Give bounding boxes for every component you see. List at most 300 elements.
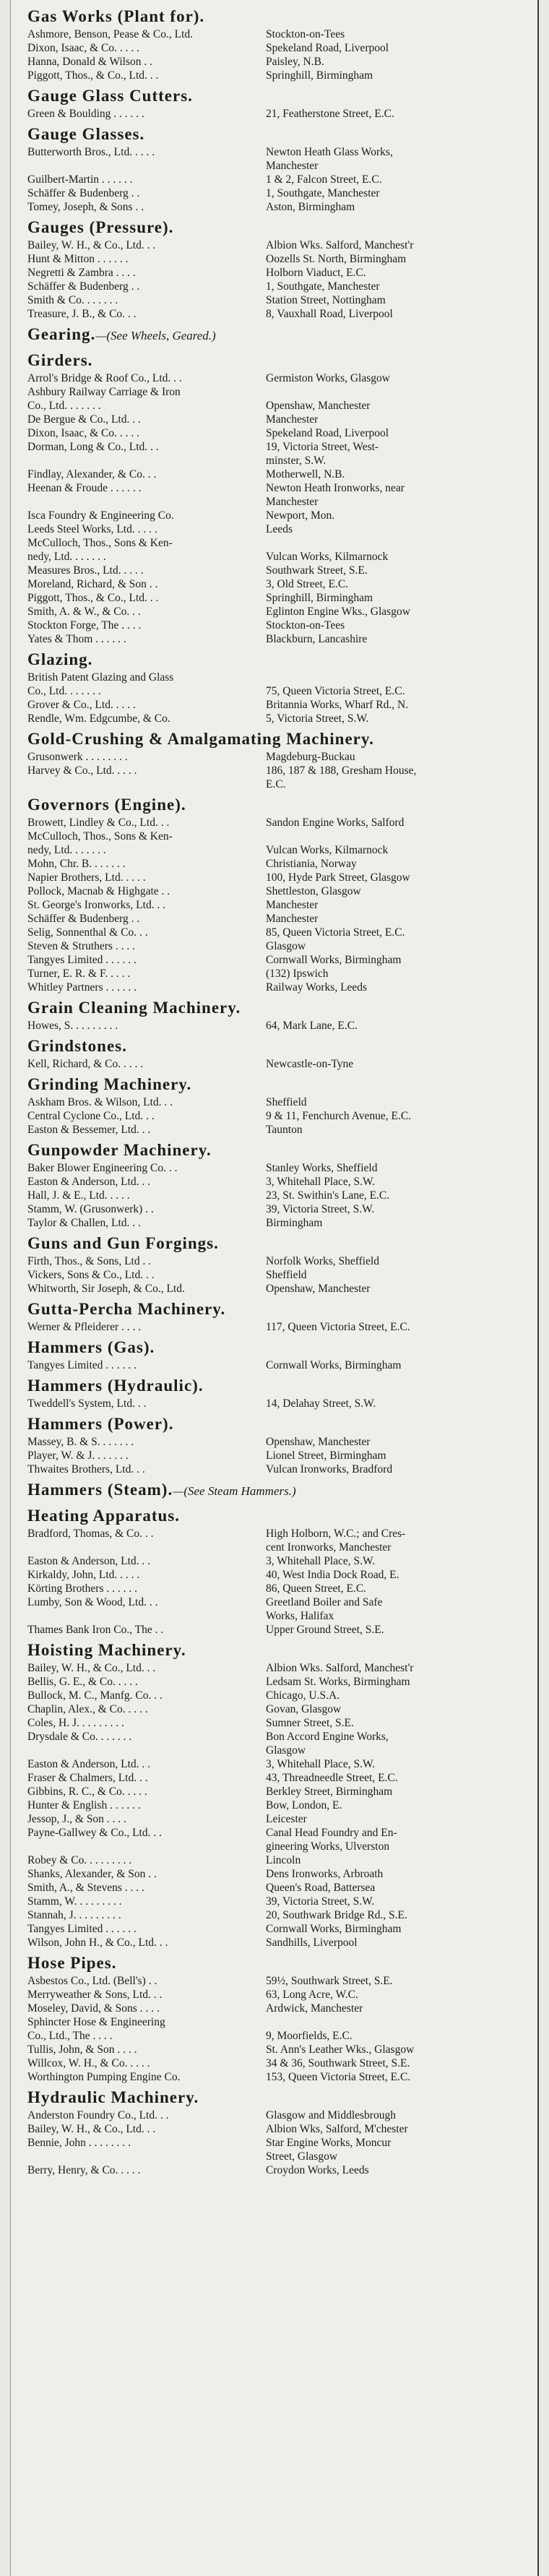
directory-entry [27,912,530,926]
firm-name: Green & Boulding . . . . . . [27,108,144,120]
firm-address: Lionel Street, Birmingham [266,1449,386,1462]
firm-address: Eglinton Engine Wks., Glasgow [266,606,410,618]
firm-name: Butterworth Bros., Ltd. . . . . [27,146,155,158]
firm-address: 3, Old Street, E.C. [266,578,349,590]
firm-name: Leeds Steel Works, Ltd. . . . . [27,523,157,535]
firm-address: Canal Head Foundry and En- gineering Works, Ulverston [266,1827,397,1853]
firm-name: Tangyes Limited . . . . . . [27,1359,137,1371]
directory-section [27,1035,530,1071]
directory-entry [27,2136,530,2163]
firm-address: Stockton-on-Tees [266,28,345,40]
directory-section [27,1952,530,2084]
firm-address: Oozells St. North, Birmingham [266,253,407,265]
directory-section [27,1413,530,1476]
directory-entry [27,2070,530,2084]
firm-name: Treasure, J. B., & Co. . . [27,308,137,320]
firm-address: Greetland Boiler and Safe Works, Halifax [266,1596,383,1622]
left-page-margin [0,0,11,2576]
directory-entry [27,200,530,214]
section-heading [27,1479,530,1502]
firm-address: 1, Southgate, Manchester [266,280,380,293]
directory-entry [27,1109,530,1123]
directory-entry [27,1661,530,1675]
firm-address: Motherwell, N.B. [266,468,345,481]
firm-name: Merryweather & Sons, Ltd. . . [27,1989,163,2001]
firm-address: Leeds [266,523,293,535]
firm-address: Croydon Works, Leeds [266,2164,369,2176]
directory-entry [27,145,530,173]
directory-entry [27,1702,530,1716]
firm-address: Sandhills, Liverpool [266,1937,358,1949]
firm-address: 21, Featherstone Street, E.C. [266,108,394,120]
directory-section [27,1375,530,1410]
directory-entry [27,1282,530,1296]
directory-section [27,1337,530,1372]
directory-section [27,324,530,347]
directory-section [27,85,530,121]
directory-entry [27,953,530,967]
firm-address: Blackburn, Lancashire [266,633,368,645]
directory-section [27,2087,530,2177]
firm-name: Kirkaldy, John, Ltd. . . . . [27,1569,140,1581]
firm-address: Ledsam St. Works, Birmingham [266,1676,410,1688]
firm-address: Cornwall Works, Birmingham [266,1359,402,1371]
firm-name: Dixon, Isaac, & Co. . . . . [27,427,139,439]
right-page-margin [537,0,549,2576]
firm-address: 186, 187 & 188, Gresham House, E.C. [266,764,417,791]
firm-name: Payne-Gallwey & Co., Ltd. . . [27,1827,162,1839]
section-title: Hose Pipes. [27,1954,117,1972]
firm-name: Wilson, John H., & Co., Ltd. . . [27,1937,168,1949]
section-heading [27,794,530,816]
directory-entry [27,939,530,953]
section-title: Heating Apparatus. [27,1507,180,1525]
directory-section [27,217,530,321]
section-title: Gauge Glasses. [27,125,145,143]
directory-entry [27,55,530,69]
firm-name: St. George's Ironworks, Ltd. . . [27,899,166,911]
firm-address: 75, Queen Victoria Street, E.C. [266,685,405,697]
section-title: Gunpowder Machinery. [27,1141,212,1159]
directory-section [27,1298,530,1334]
firm-name: Willcox, W. H., & Co. . . . . [27,2057,150,2069]
firm-name: Browett, Lindley & Co., Ltd. . . [27,817,170,829]
firm-address: Sheffield [266,1096,307,1108]
firm-name: Smith, A. & W., & Co. . . [27,606,141,618]
firm-name: Lumby, Son & Wood, Ltd. . . [27,1596,158,1608]
directory-entry [27,967,530,981]
firm-name: Piggott, Thos., & Co., Ltd. . . [27,69,159,82]
firm-name: Stannah, J. . . . . . . . . [27,1909,121,1921]
firm-name: Whitworth, Sir Joseph, & Co., Ltd. [27,1283,185,1295]
firm-address: Sumner Street, S.E. [266,1717,354,1729]
firm-address: Leicester [266,1813,307,1825]
firm-address: Queen's Road, Battersea [266,1882,376,1894]
firm-name: Harvey & Co., Ltd. . . . . [27,764,137,777]
section-title: Gearing. [27,325,96,343]
directory-entry [27,898,530,912]
directory-entry [27,1095,530,1109]
directory-section [27,728,530,791]
firm-address: Shettleston, Glasgow [266,885,361,897]
section-title: Guns and Gun Forgings. [27,1234,219,1252]
section-title: Grinding Machinery. [27,1075,192,1093]
section-title: Gauges (Pressure). [27,218,174,236]
firm-name: Chaplin, Alex., & Co. . . . . [27,1703,148,1715]
firm-name: Schäffer & Budenberg . . [27,280,140,293]
firm-name: Bellis, G. E., & Co. . . . . [27,1676,138,1688]
directory-section [27,1074,530,1137]
firm-address: Openshaw, Manchester [266,400,371,412]
directory-entry [27,307,530,321]
firm-name: Stamm, W. (Grusonwerk) . . [27,1203,154,1215]
firm-address: Holborn Viaduct, E.C. [266,267,366,279]
firm-name: Piggott, Thos., & Co., Ltd. . . [27,592,159,604]
firm-name: Massey, B. & S. . . . . . . [27,1436,134,1448]
section-title: Hammers (Power). [27,1415,174,1433]
firm-name: Dorman, Long & Co., Ltd. . . [27,441,159,453]
directory-entry [27,266,530,280]
firm-address: 100, Hyde Park Street, Glasgow [266,871,410,884]
firm-address: Vulcan Ironworks, Bradford [266,1463,393,1476]
directory-entry [27,41,530,55]
directory-section [27,794,530,994]
firm-name: Steven & Struthers . . . . [27,940,135,952]
firm-name: Firth, Thos., & Sons, Ltd . . [27,1255,152,1267]
firm-address: Springhill, Birmingham [266,69,373,82]
trade-directory-column [27,3,530,2177]
directory-entry [27,1254,530,1268]
firm-address: 64, Mark Lane, E.C. [266,1020,358,1032]
firm-name: Shanks, Alexander, & Son . . [27,1868,157,1880]
directory-entry [27,1785,530,1799]
firm-name: Baker Blower Engineering Co. . . [27,1162,178,1174]
firm-address: Chicago, U.S.A. [266,1689,340,1702]
firm-address: Openshaw, Manchester [266,1283,371,1295]
directory-entry [27,69,530,82]
section-heading [27,1298,530,1320]
directory-entry [27,1867,530,1881]
directory-entry [27,1974,530,1988]
firm-address: Ardwick, Manchester [266,2002,363,2015]
directory-entry [27,1853,530,1867]
firm-name: Robey & Co. . . . . . . . . [27,1854,132,1866]
directory-entry [27,632,530,646]
firm-address: 3, Whitehall Place, S.W. [266,1555,376,1567]
directory-entry [27,981,530,994]
firm-address: Newcastle-on-Tyne [266,1058,354,1070]
firm-address: Upper Ground Street, S.E. [266,1624,384,1636]
firm-name: Measures Bros., Ltd. . . . . [27,564,144,577]
firm-address: Sheffield [266,1269,307,1281]
section-heading [27,1952,530,1974]
firm-name: Berry, Henry, & Co. . . . . [27,2164,141,2176]
directory-entry [27,173,530,186]
directory-entry [27,1161,530,1175]
firm-address: (132) Ipswich [266,968,329,980]
directory-entry [27,1895,530,1908]
directory-entry [27,1799,530,1812]
section-heading [27,350,530,371]
firm-address: Britannia Works, Wharf Rd., N. [266,699,409,711]
firm-address: Spekeland Road, Liverpool [266,427,389,439]
firm-name: De Bergue & Co., Ltd. . . [27,413,141,426]
firm-address: Spekeland Road, Liverpool [266,42,389,54]
firm-name: Thwaites Brothers, Ltd. . . [27,1463,145,1476]
firm-address: Newton Heath Glass Works, Manchester [266,146,393,172]
directory-entry [27,1527,530,1554]
directory-entry [27,1675,530,1689]
firm-name: Schäffer & Budenberg . . [27,913,140,925]
firm-address: 34 & 36, Southwark Street, S.E. [266,2057,410,2069]
directory-entry [27,1623,530,1637]
firm-name: Howes, S. . . . . . . . . [27,1020,118,1032]
firm-address: Christiania, Norway [266,858,357,870]
directory-section [27,1233,530,1296]
section-heading [27,124,530,145]
directory-entry [27,280,530,293]
directory-entry [27,1730,530,1757]
firm-address: 20, Southwark Bridge Rd., S.E. [266,1909,407,1921]
firm-name: McCulloch, Thos., Sons & Ken- nedy, Ltd. . . . . . . [27,537,173,563]
directory-entry [27,481,530,509]
directory-entry [27,764,530,791]
firm-name: Bennie, John . . . . . . . . [27,2137,131,2149]
firm-address: Norfolk Works, Sheffield [266,1255,380,1267]
firm-name: Pollock, Macnab & Highgate . . [27,885,170,897]
firm-name: Tullis, John, & Son . . . . [27,2043,137,2056]
firm-address: Glasgow [266,940,306,952]
firm-address: 153, Queen Victoria Street, E.C. [266,2071,411,2083]
firm-name: British Patent Glazing and Glass Co., Ltd. . . . . . . [27,671,174,697]
firm-address: 9 & 11, Fenchurch Avenue, E.C. [266,1110,412,1122]
directory-entry [27,1320,530,1334]
directory-entry [27,884,530,898]
firm-address: Manchester [266,899,319,911]
directory-section [27,997,530,1033]
directory-entry [27,1397,530,1410]
firm-name: Rendle, Wm. Edgcumbe, & Co. [27,712,170,725]
firm-name: Easton & Anderson, Ltd. . . [27,1176,151,1188]
directory-entry [27,1358,530,1372]
directory-entry [27,1582,530,1595]
firm-name: Easton & Anderson, Ltd. . . [27,1758,151,1770]
firm-address: Albion Wks. Salford, Manchest'r [266,239,414,251]
section-title: Gutta-Percha Machinery. [27,1300,226,1318]
section-heading [27,217,530,238]
section-heading [27,1505,530,1527]
directory-entry [27,426,530,440]
firm-name: Grover & Co., Ltd. . . . . [27,699,136,711]
directory-entry [27,1595,530,1623]
firm-name: Anderston Foundry Co., Ltd. . . [27,2109,169,2121]
firm-address: 1 & 2, Falcon Street, E.C. [266,173,382,186]
firm-address: Springhill, Birmingham [266,592,373,604]
directory-entry [27,1922,530,1936]
directory-section [27,124,530,214]
firm-address: Bon Accord Engine Works, Glasgow [266,1731,389,1757]
firm-address: Glasgow and Middlesbrough [266,2109,396,2121]
directory-entry [27,926,530,939]
firm-name: Negretti & Zambra . . . . [27,267,136,279]
firm-name: Selig, Sonnenthal & Co. . . [27,926,148,939]
firm-address: Railway Works, Leeds [266,981,368,994]
firm-name: Heenan & Froude . . . . . . [27,482,142,494]
firm-name: Napier Brothers, Ltd. . . . . [27,871,146,884]
directory-entry [27,857,530,871]
firm-name: Drysdale & Co. . . . . . . [27,1731,132,1743]
directory-entry [27,509,530,522]
directory-entry [27,871,530,884]
firm-address: Dens Ironworks, Arbroath [266,1868,384,1880]
firm-address: Vulcan Works, Kilmarnock [266,844,389,856]
directory-entry [27,385,530,413]
firm-name: Fraser & Chalmers, Ltd. . . [27,1772,148,1784]
firm-name: Hunter & English . . . . . . [27,1799,141,1812]
firm-address: 3, Whitehall Place, S.W. [266,1758,376,1770]
section-heading [27,1337,530,1358]
firm-name: Tweddell's System, Ltd. . . [27,1397,147,1410]
firm-address: Magdeburg-Buckau [266,751,355,763]
firm-address: Aston, Birmingham [266,201,355,213]
firm-address: 39, Victoria Street, S.W. [266,1895,375,1908]
firm-address: Southwark Street, S.E. [266,564,368,577]
directory-entry [27,1435,530,1449]
firm-address: Star Engine Works, Moncur Street, Glasgow [266,2137,392,2163]
section-title: Gauge Glass Cutters. [27,87,193,105]
section-heading [27,1233,530,1254]
firm-name: Jessop, J., & Son . . . . [27,1813,126,1825]
firm-name: Yates & Thom . . . . . . [27,633,126,645]
firm-name: Smith, A., & Stevens . . . . [27,1882,144,1894]
firm-name: Gibbins, R. C., & Co. . . . . [27,1785,147,1798]
firm-address: 9, Moorfields, E.C. [266,2030,353,2042]
directory-entry [27,1189,530,1202]
directory-entry [27,536,530,564]
cross-reference-note: —(See Wheels, Geared.) [95,329,216,343]
firm-name: Isca Foundry & Engineering Co. [27,509,174,522]
directory-entry [27,1568,530,1582]
firm-address: Lincoln [266,1854,301,1866]
directory-entry [27,1936,530,1950]
firm-name: Tangyes Limited . . . . . . [27,954,137,966]
firm-name: Turner, E. R. & F. . . . . [27,968,131,980]
directory-entry [27,1716,530,1730]
directory-entry [27,671,530,698]
directory-entry [27,468,530,481]
directory-entry [27,27,530,41]
directory-entry [27,2122,530,2136]
directory-entry [27,1202,530,1216]
firm-address: High Holborn, W.C.; and Cres- cent Ironworks, Manchester [266,1528,406,1554]
firm-address: Openshaw, Manchester [266,1436,371,1448]
directory-entry [27,830,530,857]
section-title: Girders. [27,351,93,369]
directory-entry [27,522,530,536]
firm-address: Germiston Works, Glasgow [266,372,390,384]
firm-address: Berkley Street, Birmingham [266,1785,393,1798]
firm-address: St. Ann's Leather Wks., Glasgow [266,2043,415,2056]
firm-name: Tomey, Joseph, & Sons . . [27,201,144,213]
directory-entry [27,107,530,121]
section-title: Glazing. [27,650,93,668]
firm-name: Mohn, Chr. B. . . . . . . [27,858,126,870]
firm-address: Newport, Mon. [266,509,335,522]
firm-address: 3, Whitehall Place, S.W. [266,1176,376,1188]
directory-section [27,6,530,82]
directory-entry [27,1057,530,1071]
firm-name: Findlay, Alexander, & Co. . . [27,468,157,481]
firm-name: Vickers, Sons & Co., Ltd. . . [27,1269,155,1281]
directory-entry [27,577,530,591]
firm-address: 1, Southgate, Manchester [266,187,380,199]
section-heading [27,85,530,107]
firm-name: Central Cyclone Co., Ltd. . . [27,1110,155,1122]
firm-name: Askham Bros. & Wilson, Ltd. . . [27,1096,173,1108]
firm-name: Hall, J. & E., Ltd. . . . . [27,1189,130,1202]
directory-entry [27,698,530,712]
firm-name: Moreland, Richard, & Son . . [27,578,158,590]
firm-name: Bailey, W. H., & Co., Ltd. . . [27,239,156,251]
directory-section [27,1505,530,1637]
section-title: Hoisting Machinery. [27,1641,186,1659]
section-title: Grindstones. [27,1037,127,1055]
directory-entry [27,1019,530,1033]
section-heading [27,324,530,347]
firm-name: Moseley, David, & Sons . . . . [27,2002,160,2015]
firm-name: Asbestos Co., Ltd. (Bell's) . . [27,1975,157,1987]
firm-name: Smith & Co. . . . . . . [27,294,118,306]
firm-address: Birmingham [266,1217,323,1229]
section-title: Gas Works (Plant for). [27,7,205,25]
firm-address: 19, Victoria Street, West- minster, S.W. [266,441,379,467]
firm-name: Ashbury Railway Carriage & Iron Co., Ltd. . . . . . . [27,386,181,412]
directory-entry [27,238,530,252]
directory-entry [27,1988,530,2002]
directory-entry [27,186,530,200]
firm-address: Sandon Engine Works, Salford [266,817,405,829]
firm-address: Bow, London, E. [266,1799,342,1812]
cross-reference-note: —(See Steam Hammers.) [173,1484,296,1498]
firm-name: Easton & Bessemer, Ltd. . . [27,1124,151,1136]
section-title: Hammers (Steam). [27,1481,173,1499]
directory-entry [27,1268,530,1282]
firm-address: 23, St. Swithin's Lane, E.C. [266,1189,390,1202]
firm-address: Manchester [266,413,319,426]
firm-address: 40, West India Dock Road, E. [266,1569,399,1581]
section-heading [27,1375,530,1397]
directory-entry [27,2015,530,2043]
firm-name: Werner & Pfleiderer . . . . [27,1321,142,1333]
section-heading [27,6,530,27]
firm-address: Cornwall Works, Birmingham [266,954,402,966]
directory-entry [27,1449,530,1463]
firm-name: Bullock, M. C., Manfg. Co. . . [27,1689,163,1702]
directory-entry [27,1771,530,1785]
firm-name: Easton & Anderson, Ltd. . . [27,1555,151,1567]
section-heading [27,728,530,750]
directory-entry [27,1689,530,1702]
firm-address: 8, Vauxhall Road, Liverpool [266,308,393,320]
directory-entry [27,2108,530,2122]
firm-name: Taylor & Challen, Ltd. . . [27,1217,141,1229]
section-heading [27,1074,530,1095]
firm-address: 14, Delahay Street, S.W. [266,1397,376,1410]
firm-name: Bradford, Thomas, & Co. . . [27,1528,154,1540]
firm-name: Kell, Richard, & Co. . . . . [27,1058,144,1070]
directory-entry [27,2002,530,2015]
directory-entry [27,1463,530,1476]
